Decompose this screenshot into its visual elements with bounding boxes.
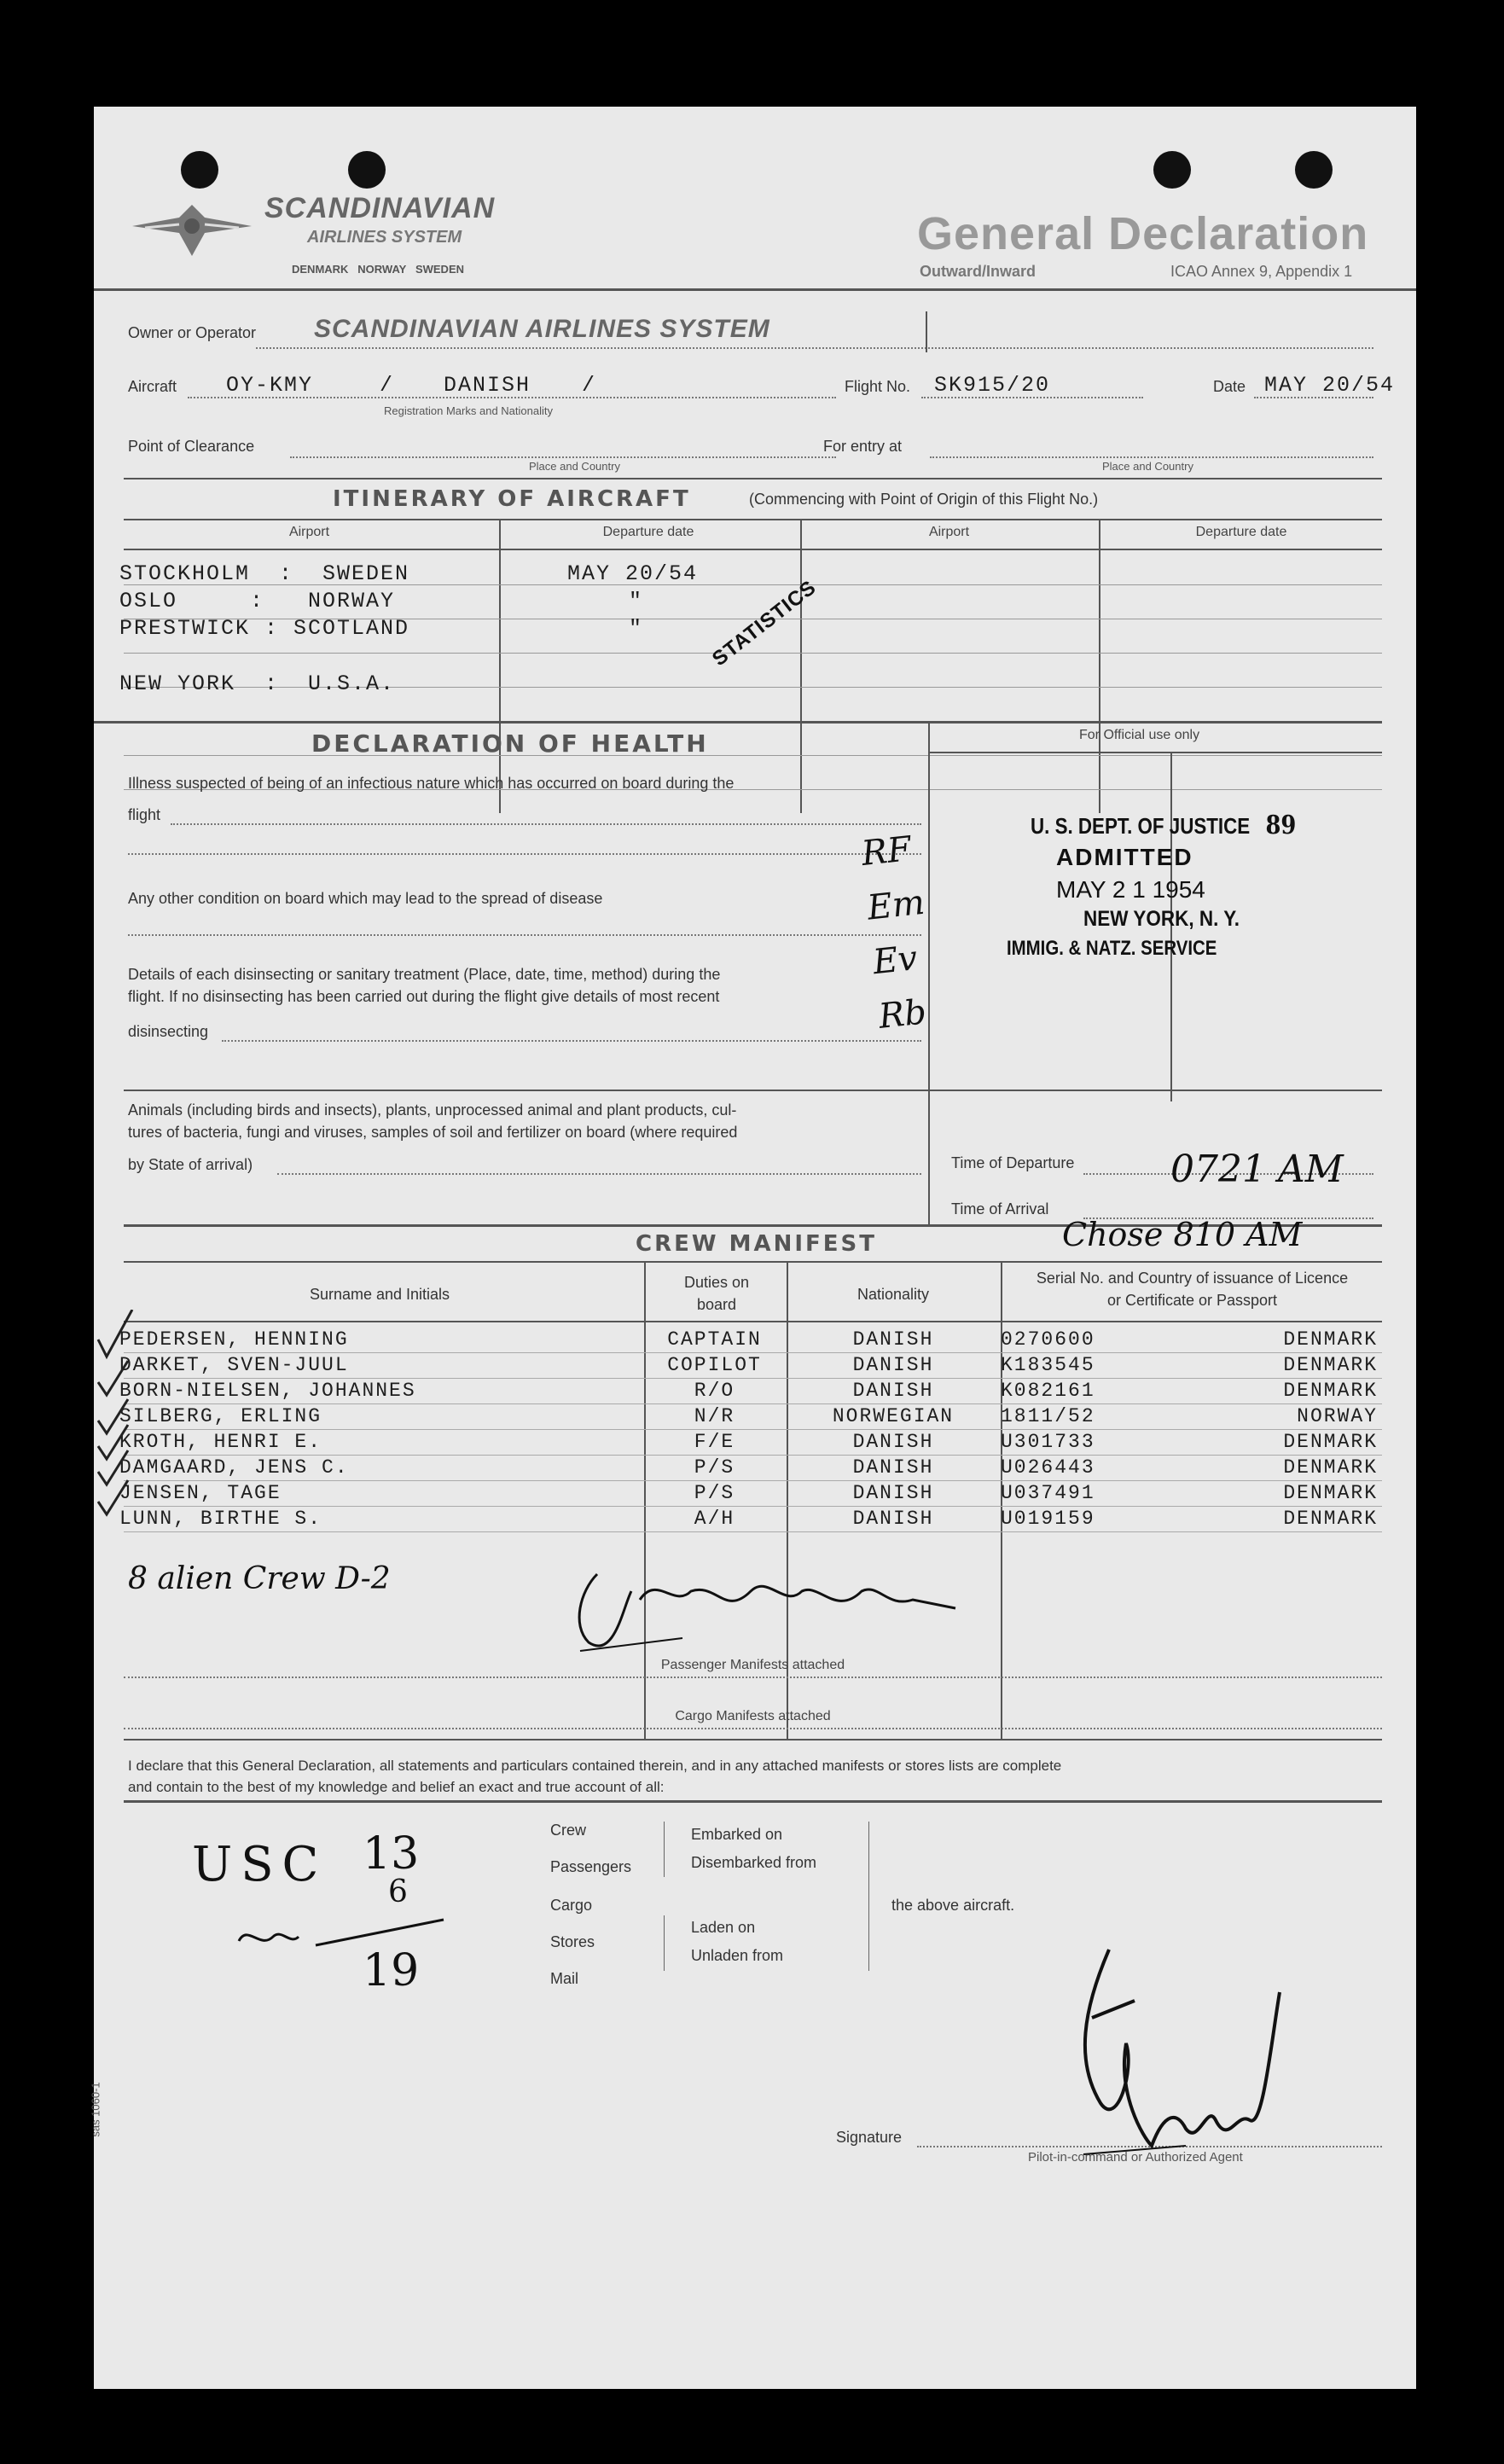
crew-row-4-country: NORWAY [1297,1405,1378,1427]
hand-13: 13 [363,1828,420,1880]
crew-row-8-duty: A/H [694,1508,735,1530]
crew-row-1-nat: DANISH [852,1328,934,1351]
hand-19: 19 [363,1945,420,1996]
entry-sublabel: Place and Country [1102,460,1193,473]
crew-row-4-serial: 1811/52 [1001,1405,1095,1427]
crew-row-8-serial: U019159 [1001,1508,1095,1530]
health-q1a: Illness suspected of being of an infectious nature which has occurred on board during the [128,775,735,792]
health-q4c: by State of arrival) [128,1156,253,1173]
punch-hole [181,151,218,189]
declaration-item-cargo: Cargo [550,1897,593,1914]
pilot-signature [1015,1941,1297,2188]
stamp-number: 89 [1265,811,1297,840]
crew-row-7-country: DENMARK [1283,1482,1378,1504]
crew-col-name: Surname and Initials [309,1286,450,1303]
owner-value: SCANDINAVIAN AIRLINES SYSTEM [314,315,770,343]
punch-hole [1295,151,1333,189]
itinerary-row-3-airport: PRESTWICK : SCOTLAND [119,616,410,641]
itinerary-col-departure-2: Departure date [1195,525,1287,539]
crew-row-5-duty: F/E [694,1431,735,1453]
crew-row-rule [124,1480,1382,1481]
punch-hole [1153,151,1191,189]
airline-countries: DENMARK NORWAY SWEDEN [292,263,465,276]
clearance-sublabel: Place and Country [529,460,620,473]
crew-row-8-nat: DANISH [852,1508,934,1530]
aircraft-slash: / [380,373,395,398]
airline-logo-icon [128,192,256,264]
crew-row-8-country: DENMARK [1283,1508,1378,1530]
entry-label: For entry at [823,438,903,455]
itinerary-col-airport-2: Airport [928,525,970,539]
itinerary-row-2-airport: OSLO : NORWAY [119,589,396,613]
crew-row-4-name: SILBERG, ERLING [119,1405,322,1427]
crew-row-7-serial: U037491 [1001,1482,1095,1504]
crew-col-serial: Serial No. and Country of issuance of Licence or Certificate or Passport [1036,1270,1349,1309]
crew-row-6-serial: U026443 [1001,1456,1095,1479]
aircraft-registration: OY-KMY [226,373,314,398]
itinerary-row-3-date: " [629,616,644,641]
stamp-line-4: NEW YORK, N. Y. [1083,907,1240,931]
above-aircraft-label: the above aircraft. [891,1897,1015,1914]
flight-no-label: Flight No. [845,378,911,395]
crew-row-rule [124,1429,1382,1430]
embarked-label: Embarked on [691,1826,783,1843]
statistics-stamp: STATISTICS [708,575,822,671]
stamp-line-3: MAY 2 1 1954 [1056,876,1205,903]
itinerary-col-departure: Departure date [602,525,694,539]
crew-row-7-name: JENSEN, TAGE [119,1482,282,1504]
health-heading: DECLARATION OF HEALTH [311,729,709,758]
signature-label: Signature [836,2129,903,2146]
stamp-line-5: IMMIG. & NATZ. SERVICE [1007,937,1217,960]
crew-col-nationality: Nationality [857,1286,930,1303]
health-q3b: flight. If no disinsecting has been carried out during the flight give details of most recent [128,988,720,1005]
itinerary-row-1-date: MAY 20/54 [567,561,699,586]
stamp-line-2: ADMITTED [1056,844,1193,870]
crew-row-2-serial: K183545 [1001,1354,1095,1376]
admitted-stamp [1007,811,1380,961]
hand-6: 6 [388,1874,408,1909]
handwritten-marks [230,1907,452,1958]
crew-row-2-country: DENMARK [1283,1354,1378,1376]
crew-row-8-name: LUNN, BIRTHE S. [119,1508,322,1530]
crew-row-2-nat: DANISH [852,1354,934,1376]
health-q4b: tures of bacteria, fungi and viruses, samples of soil and fertilizer on board (where required [128,1124,738,1141]
health-q1b: flight [128,806,161,823]
unladen-label: Unladen from [691,1947,784,1964]
crew-row-1-serial: 0270600 [1001,1328,1095,1351]
declaration-form [89,107,1416,2389]
crew-row-rule [124,1531,1382,1532]
itinerary-row-4-airport: NEW YORK : U.S.A. [119,671,396,696]
declaration-item-mail: Mail [550,1970,579,1987]
crew-row-6-nat: DANISH [852,1456,934,1479]
arrival-time-value: Chose 810 AM [1062,1216,1303,1253]
laden-label: Laden on [691,1919,756,1936]
form-title: General Declaration [917,208,1369,259]
aircraft-slash-2: / [582,373,597,398]
clearance-label: Point of Clearance [128,438,255,455]
declaration-text-1: I declare that this General Declaration, all statements and particulars contained therein, and in any attached manifests or stores lists are complete [128,1758,1062,1774]
crew-row-rule [124,1506,1382,1507]
handwritten-signature-crew [563,1557,973,1668]
hand-usc: USC [192,1837,328,1892]
itinerary-row-2-date: " [629,589,644,613]
crew-row-3-country: DENMARK [1283,1380,1378,1402]
official-heading: For Official use only [1079,728,1200,742]
health-q3c: disinsecting [128,1023,209,1040]
departure-time-label: Time of Departure [951,1154,1075,1171]
crew-handnote: 8 alien Crew D-2 [128,1561,391,1596]
crew-row-5-name: KROTH, HENRI E. [119,1431,322,1453]
date-value: MAY 20/54 [1264,373,1396,398]
crew-row-6-duty: P/S [694,1456,735,1479]
crew-row-rule [124,1455,1382,1456]
cargo-manifest-label: Cargo Manifests attached [675,1709,831,1723]
crew-row-3-serial: K082161 [1001,1380,1095,1402]
crew-row-1-country: DENMARK [1283,1328,1378,1351]
declaration-item-stores: Stores [550,1933,595,1950]
airline-subname: AIRLINES SYSTEM [307,228,462,247]
declaration-text-2: and contain to the best of my knowledge and belief an exact and true account of all: [128,1779,665,1795]
crew-row-5-serial: U301733 [1001,1431,1095,1453]
crew-row-5-nat: DANISH [852,1431,934,1453]
crew-row-1-name: PEDERSEN, HENNING [119,1328,349,1351]
health-q3a: Details of each disinsecting or sanitary treatment (Place, date, time, method) during the [128,966,721,983]
crew-row-rule [124,1403,1382,1404]
itinerary-col-airport: Airport [288,525,330,539]
arrival-time-label: Time of Arrival [951,1200,1049,1217]
declaration-item-passengers: Passengers [550,1858,632,1875]
passenger-manifest-label: Passenger Manifests attached [660,1658,845,1672]
crew-row-4-nat: NORWEGIAN [832,1405,955,1427]
crew-row-5-country: DENMARK [1283,1431,1378,1453]
departure-time-value: 0721 AM [1170,1148,1344,1191]
crew-row-2-name: DARKET, SVEN-JUUL [119,1354,349,1376]
crew-row-1-duty: CAPTAIN [667,1328,762,1351]
aircraft-sublabel: Registration Marks and Nationality [384,404,553,417]
health-q2: Any other condition on board which may lead to the spread of disease [128,890,603,907]
declaration-item-crew: Crew [550,1822,587,1839]
date-label: Date [1213,378,1246,395]
crew-row-rule [124,1378,1382,1379]
flight-no-value: SK915/20 [934,373,1051,398]
aircraft-nationality: DANISH [444,373,531,398]
crew-row-7-nat: DANISH [852,1482,934,1504]
form-subtitle: Outward/Inward [920,263,1037,280]
airline-name: SCANDINAVIAN [264,192,496,224]
crew-row-3-duty: R/O [694,1380,735,1402]
form-number: sas 1060-1 [89,2082,102,2137]
crew-col-duties: Duties on board [683,1274,750,1313]
owner-label: Owner or Operator [128,324,257,341]
itinerary-note: (Commencing with Point of Origin of this Flight No.) [749,491,1099,508]
crew-row-rule [124,1352,1382,1353]
crew-row-2-duty: COPILOT [667,1354,762,1376]
form-annex: ICAO Annex 9, Appendix 1 [1170,263,1353,280]
crew-row-3-name: BORN-NIELSEN, JOHANNES [119,1380,416,1402]
disembarked-label: Disembarked from [691,1854,817,1871]
crew-row-4-duty: N/R [694,1405,735,1427]
crew-row-6-name: DAMGAARD, JENS C. [119,1456,349,1479]
punch-hole [348,151,386,189]
stamp-line-1: U. S. DEPT. OF JUSTICE [1031,813,1251,839]
crew-row-7-duty: P/S [694,1482,735,1504]
signature-sublabel: Pilot-in-command or Authorized Agent [1028,2150,1243,2165]
crew-heading: CREW MANIFEST [636,1231,878,1257]
aircraft-label: Aircraft [128,378,177,395]
itinerary-row-1-airport: STOCKHOLM : SWEDEN [119,561,410,586]
itinerary-heading: ITINERARY OF AIRCRAFT [333,486,691,512]
crew-row-3-nat: DANISH [852,1380,934,1402]
crew-row-6-country: DENMARK [1283,1456,1378,1479]
health-q4a: Animals (including birds and insects), plants, unprocessed animal and plant products, cul- [128,1101,737,1119]
handwritten-initials: RF Em Ev Rb [859,829,929,1037]
